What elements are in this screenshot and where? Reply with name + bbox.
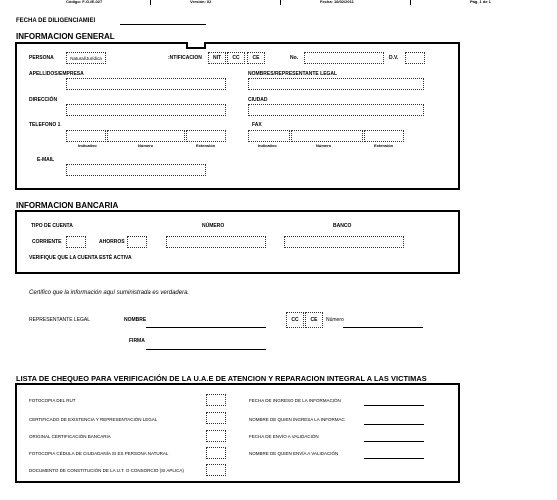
fax-numero-field[interactable] <box>291 130 363 142</box>
firma-field[interactable] <box>146 349 266 350</box>
top-strip-divider-3 <box>410 0 411 5</box>
apellidos-field[interactable] <box>66 78 226 90</box>
tipo-cuenta-label: TIPO DE CUENTA <box>31 223 73 229</box>
rep-doc-ce-label: CE <box>310 317 318 323</box>
fecha-envio-field[interactable] <box>364 441 424 442</box>
telefono-numero-caption: Número <box>138 143 154 148</box>
top-strip <box>30 0 540 5</box>
fecha-field[interactable] <box>120 24 206 25</box>
rep-numero-label: Número <box>326 317 344 323</box>
telefono-indicativo-caption: Indicativo <box>78 143 97 148</box>
ahorros-checkbox[interactable] <box>127 236 147 248</box>
persona-label: PERSONA <box>29 55 54 61</box>
direccion-field[interactable] <box>66 104 226 116</box>
telefono-label: TELEFONO 1 <box>29 122 61 128</box>
email-field[interactable] <box>66 164 206 176</box>
verify-account-note: VERIFIQUE QUE LA CUENTA ESTÉ ACTIVA <box>29 255 132 261</box>
top-strip-code: Código: F-G-IE-027 <box>66 0 103 4</box>
corriente-checkbox[interactable] <box>66 236 86 248</box>
ciudad-field[interactable] <box>248 104 424 116</box>
doc-type-ce[interactable] <box>247 52 265 64</box>
fax-indicativo-caption: Indicativo <box>258 143 277 148</box>
nombres-label: NOMBRES/REPRESENTANTE LEGAL <box>248 71 338 77</box>
telefono-indicativo-field[interactable] <box>66 130 106 142</box>
fecha-envio-label: FECHA DE ENVÍO A VALIDACIÓN <box>249 434 319 439</box>
top-strip-version: Versión: 02 <box>190 0 212 4</box>
rep-doc-cc-label: CC <box>291 317 299 323</box>
fecha-ingreso-field[interactable] <box>364 405 424 406</box>
ahorros-label: AHORROS <box>99 239 125 245</box>
apellidos-label: APELLIDOS/EMPRESA <box>29 71 84 77</box>
check-item-cedula: FOTOCOPIA CÉDULA DE CIUDADANÍA SI ES PERSONA NATURAL <box>29 451 169 456</box>
identificacion-label: :NTIFICACION <box>168 55 202 61</box>
doc-type-nit[interactable] <box>208 52 226 64</box>
persona-field[interactable] <box>66 52 106 64</box>
quien-ingresa-field[interactable] <box>364 424 424 425</box>
check-box-certificado[interactable] <box>206 412 226 424</box>
account-number-field[interactable] <box>166 236 266 248</box>
fax-extension-field[interactable] <box>364 130 404 142</box>
banco-label: BANCO <box>333 223 352 229</box>
quien-envia-label: NOMBRE DE QUIEN ENVÍA A VALIDACIÓN <box>249 451 339 456</box>
dv-label: D.V. <box>389 55 399 61</box>
check-box-constitucion[interactable] <box>206 464 226 476</box>
rep-doc-ce[interactable] <box>305 312 323 328</box>
checklist-title: LISTA DE CHEQUEO PARA VERIFICACIÓN DE LA U.A.E DE ATENCION Y REPARACION INTEGRAL A LAS VICTIMAS <box>16 374 427 383</box>
direccion-label: DIRECCIÓN <box>29 97 58 103</box>
bank-name-field[interactable] <box>284 236 404 248</box>
doc-type-ce-label: CE <box>252 55 260 61</box>
top-strip-divider-2 <box>280 0 281 5</box>
fecha-ingreso-label: FECHA DE INGRESO DE LA INFORMACIÓN <box>249 398 341 403</box>
check-box-bancaria[interactable] <box>206 430 226 442</box>
check-box-cedula[interactable] <box>206 447 226 459</box>
persona-value: Natural/Jurídica <box>70 55 102 61</box>
top-strip-divider-1 <box>150 0 151 5</box>
telefono-numero-field[interactable] <box>107 130 185 142</box>
ciudad-label: CIUDAD <box>248 97 268 103</box>
numero-cuenta-label: NÚMERO <box>202 223 225 229</box>
check-box-rut[interactable] <box>206 394 226 406</box>
top-strip-date: Fecha: 18/02/2011 <box>320 0 354 4</box>
firma-label: FIRMA <box>129 338 145 344</box>
quien-envia-field[interactable] <box>364 458 424 459</box>
corriente-label: CORRIENTE <box>32 239 62 245</box>
check-item-certificado: CERTIFICADO DE EXISTENCIA Y REPRESENTACIÓN LEGAL <box>29 417 158 422</box>
check-item-bancaria: ORIGINAL CERTIFICACIÓN BANCARIA <box>29 434 111 439</box>
fax-extension-caption: Extensión <box>374 143 394 148</box>
general-title: INFORMACION GENERAL <box>16 32 115 41</box>
rep-doc-cc[interactable] <box>286 312 304 328</box>
bank-title: INFORMACION BANCARIA <box>16 201 119 210</box>
id-marker <box>186 42 206 49</box>
nombres-field[interactable] <box>248 78 424 90</box>
doc-type-cc-label: CC <box>232 55 240 61</box>
fax-label: FAX <box>252 122 262 128</box>
no-label: No. <box>290 55 299 61</box>
fax-numero-caption: Número <box>316 143 332 148</box>
dv-field[interactable] <box>405 52 425 64</box>
email-label: E-MAIL <box>37 157 55 163</box>
quien-ingresa-label: NOMBRE DE QUIEN INGRESA LA INFORMAC <box>249 417 345 422</box>
telefono-extension-field[interactable] <box>186 130 226 142</box>
check-item-constitucion: DOCUMENTO DE CONSTITUCIÓN DE LA U.T. O CONSORCIO (SI APLICA) <box>29 468 184 473</box>
id-number-field[interactable] <box>304 52 384 64</box>
fecha-label: FECHA DE DILIGENCIAMIEI <box>16 18 96 24</box>
rep-nombre-field[interactable] <box>146 327 266 328</box>
rep-legal-label: REPRESENTANTE LEGAL <box>29 317 91 323</box>
certify-text: Certifico que la información aquí suministrada es verdadera. <box>29 290 190 296</box>
rep-numero-field[interactable] <box>343 327 423 328</box>
rep-nombre-label: NOMBRE <box>124 317 147 323</box>
check-item-rut: FOTOCOPIA DEL RUT <box>29 398 76 403</box>
telefono-extension-caption: Extensión <box>196 143 216 148</box>
top-strip-page: Pág. 1 de 1 <box>470 0 491 4</box>
doc-type-cc[interactable] <box>227 52 245 64</box>
doc-type-nit-label: NIT <box>212 55 222 61</box>
fax-indicativo-field[interactable] <box>248 130 290 142</box>
